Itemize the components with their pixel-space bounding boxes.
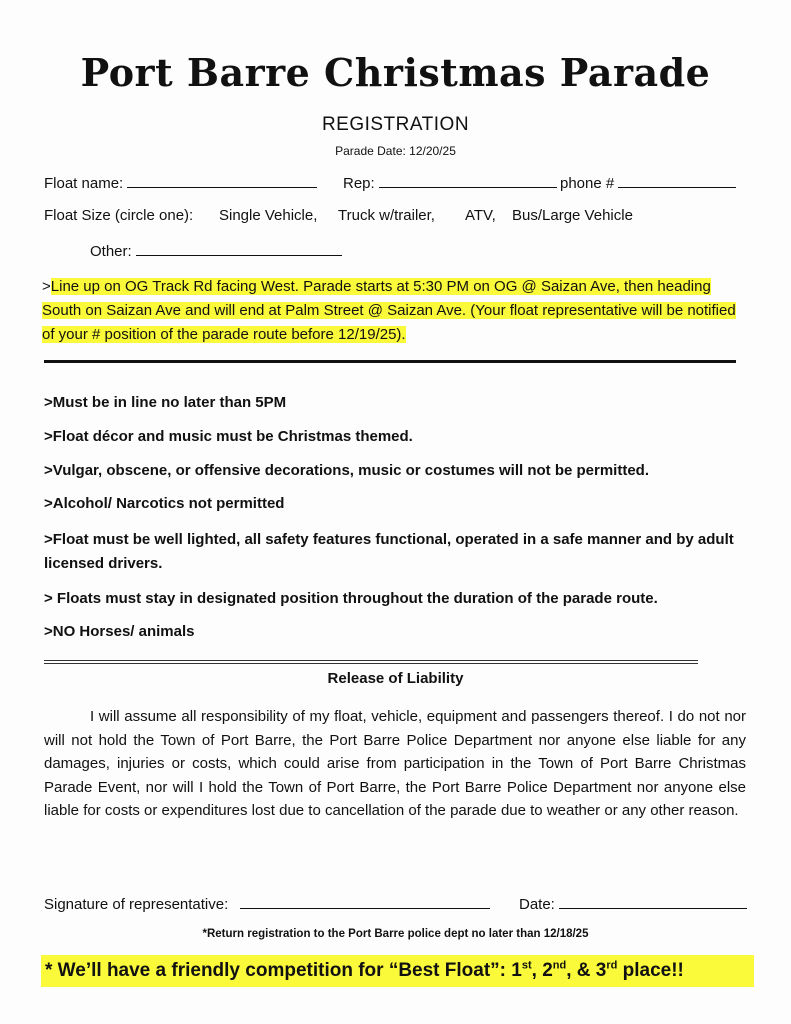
banner-end: place!! xyxy=(617,960,684,981)
rule-item: >Must be in line no later than 5PM xyxy=(44,394,287,411)
rule-item: >Alcohol/ Narcotics not permitted xyxy=(44,495,285,512)
page-title: Port Barre Christmas Parade xyxy=(80,50,711,95)
other-field[interactable] xyxy=(136,241,342,256)
phone-label: phone # xyxy=(560,175,615,192)
return-footnote: *Return registration to the Port Barre police dept no later than 12/18/25 xyxy=(202,928,589,940)
rep-field[interactable] xyxy=(379,173,557,188)
phone-field[interactable] xyxy=(618,173,736,188)
parade-date: Parade Date: 12/20/25 xyxy=(335,144,456,158)
rule-item: >Vulgar, obscene, or offensive decorations, music or costumes will not be permitted. xyxy=(44,462,650,479)
float-size-label: Float Size (circle one): xyxy=(44,207,194,224)
lineup-text: Line up on OG Track Rd facing West. Parade starts at 5:30 PM on OG @ Saizan Ave, then heading South on Saizan Ave and will end at Palm Street @ Saizan Ave. (Your float representative will be notified of your # position of the parade route before 12/19/25). xyxy=(42,278,736,343)
form-subtitle: REGISTRATION xyxy=(321,114,470,135)
lineup-prefix: > xyxy=(42,278,51,295)
rep-label: Rep: xyxy=(343,175,375,192)
float-name-field[interactable] xyxy=(127,173,317,188)
rule-item: >NO Horses/ animals xyxy=(44,623,195,640)
best-float-banner xyxy=(41,955,754,987)
float-size-row xyxy=(44,207,193,224)
release-body: I will assume all responsibility of my float, vehicle, equipment and passengers thereof. I do not nor will not hold the Town of Port Barre, the Port Barre Police Department nor anyone else liable for any damages, injuries or costs, which could arise from participation in the Town of Port Barre Christmas Parade Event, nor will I hold the Town of Port Barre, the Port Barre Police Department nor anyone else liable for costs or expenditures lost due to cancellation of the parade due to weather or any other reason. xyxy=(44,708,746,819)
release-title: Release of Liability xyxy=(327,670,464,687)
banner-sup-3: rd xyxy=(606,959,618,972)
float-name-row xyxy=(44,173,317,192)
banner-mid-1: , 2 xyxy=(531,960,553,981)
section-divider xyxy=(44,360,736,363)
date-row xyxy=(519,894,747,913)
date-field[interactable] xyxy=(559,894,747,909)
date-label: Date: xyxy=(519,896,555,913)
size-option-bus[interactable]: Bus/Large Vehicle xyxy=(512,207,633,224)
other-label: Other: xyxy=(90,243,132,260)
float-name-label: Float name: xyxy=(44,175,124,192)
size-option-atv[interactable]: ATV, xyxy=(465,207,496,224)
phone-row xyxy=(560,173,736,192)
size-option-truck[interactable]: Truck w/trailer, xyxy=(338,207,435,224)
other-row xyxy=(90,241,342,260)
banner-sup-2: nd xyxy=(552,959,567,972)
banner-sup-1: st xyxy=(521,959,532,972)
banner-mid-2: , & 3 xyxy=(566,960,607,981)
banner-text: * We’ll have a friendly competition for “Best Float”: 1 xyxy=(45,960,522,981)
rule-item: > Floats must stay in designated position throughout the duration of the parade route. xyxy=(44,590,658,607)
size-option-single[interactable]: Single Vehicle, xyxy=(219,207,318,224)
signature-row xyxy=(44,894,490,913)
signature-label: Signature of representative: xyxy=(44,896,229,913)
rule-item: >Float décor and music must be Christmas themed. xyxy=(44,428,413,445)
signature-field[interactable] xyxy=(240,894,490,909)
release-divider xyxy=(44,660,698,664)
rep-row xyxy=(343,173,557,192)
lineup-note xyxy=(42,275,742,347)
rule-item: >Float must be well lighted, all safety features functional, operated in a safe manner and by adult licensed drivers. xyxy=(44,531,734,572)
